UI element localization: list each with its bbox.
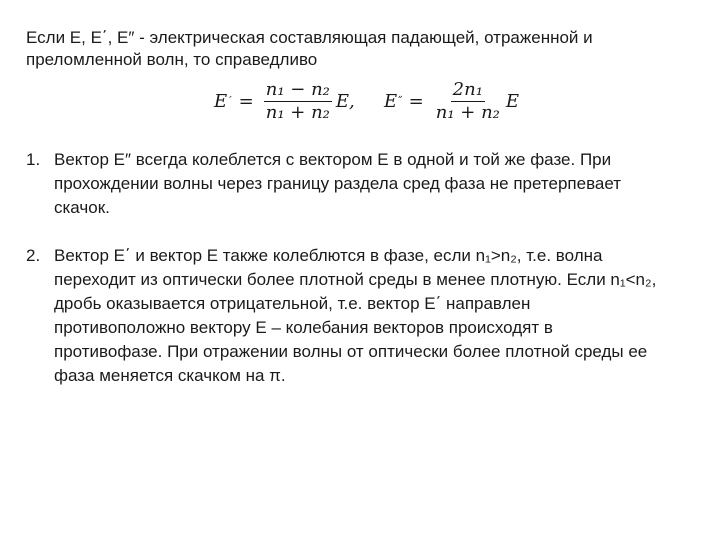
formula-reflected-equals: = bbox=[238, 90, 254, 112]
formula-refracted-rhs: E bbox=[505, 90, 520, 112]
list-item-2-line-6: фаза меняется скачком на π. bbox=[54, 366, 286, 385]
list-item-1-line-1: Вектор E″ всегда колеблется с вектором Е в одной и той же фазе. При bbox=[54, 150, 612, 169]
intro-line-1: Если Е, E΄, E″ - электрическая составляющая падающей, отраженной и bbox=[26, 28, 593, 47]
list-item-1-line-2: прохождении волны через границу раздела сред фаза не претерпевает bbox=[54, 174, 622, 193]
list-item-number: 2. bbox=[26, 246, 41, 265]
formula-reflected-rhs: E, bbox=[335, 90, 355, 112]
list-item-2-line-3: дробь оказывается отрицательной, т.е. вектор E΄ направлен bbox=[54, 294, 531, 313]
formula-reflected-numerator: n₁ − n₂ bbox=[265, 78, 330, 100]
intro-line-2: преломленной волн, то справедливо bbox=[26, 50, 318, 69]
list-item-2-line-2: переходит из оптически более плотной среды в менее плотную. Если n₁<n₂, bbox=[54, 270, 657, 289]
formula-refracted-denominator: n₁ + n₂ bbox=[435, 101, 500, 123]
formula-refracted-numerator: 2n₁ bbox=[452, 78, 483, 100]
formula-refracted-equals: = bbox=[408, 90, 424, 112]
list-item-2-line-1: Вектор E΄ и вектор Е также колеблются в фазе, если n₁>n₂, т.е. волна bbox=[54, 246, 603, 265]
formula-refracted-mark: ˝ bbox=[397, 94, 403, 108]
formula-refracted bbox=[384, 76, 519, 126]
list-item-2-line-5: противофазе. При отражении волны от оптически более плотной среды ее bbox=[54, 342, 648, 361]
formula-refracted-fraction bbox=[434, 79, 502, 124]
formula-refracted-lhs: E bbox=[384, 90, 398, 112]
formula-reflected-lhs: E bbox=[214, 90, 228, 112]
formula-reflected-mark: ΄ bbox=[227, 94, 233, 108]
list-item-number: 1. bbox=[26, 150, 41, 169]
formula-reflected-denominator: n₁ + n₂ bbox=[265, 101, 330, 123]
list-item-2-line-4: противоположно вектору Е – колебания векторов происходят в bbox=[54, 318, 553, 337]
list-item-1-line-3: скачок. bbox=[54, 198, 110, 217]
formula-reflected bbox=[214, 76, 355, 126]
formula-reflected-fraction bbox=[264, 79, 332, 124]
